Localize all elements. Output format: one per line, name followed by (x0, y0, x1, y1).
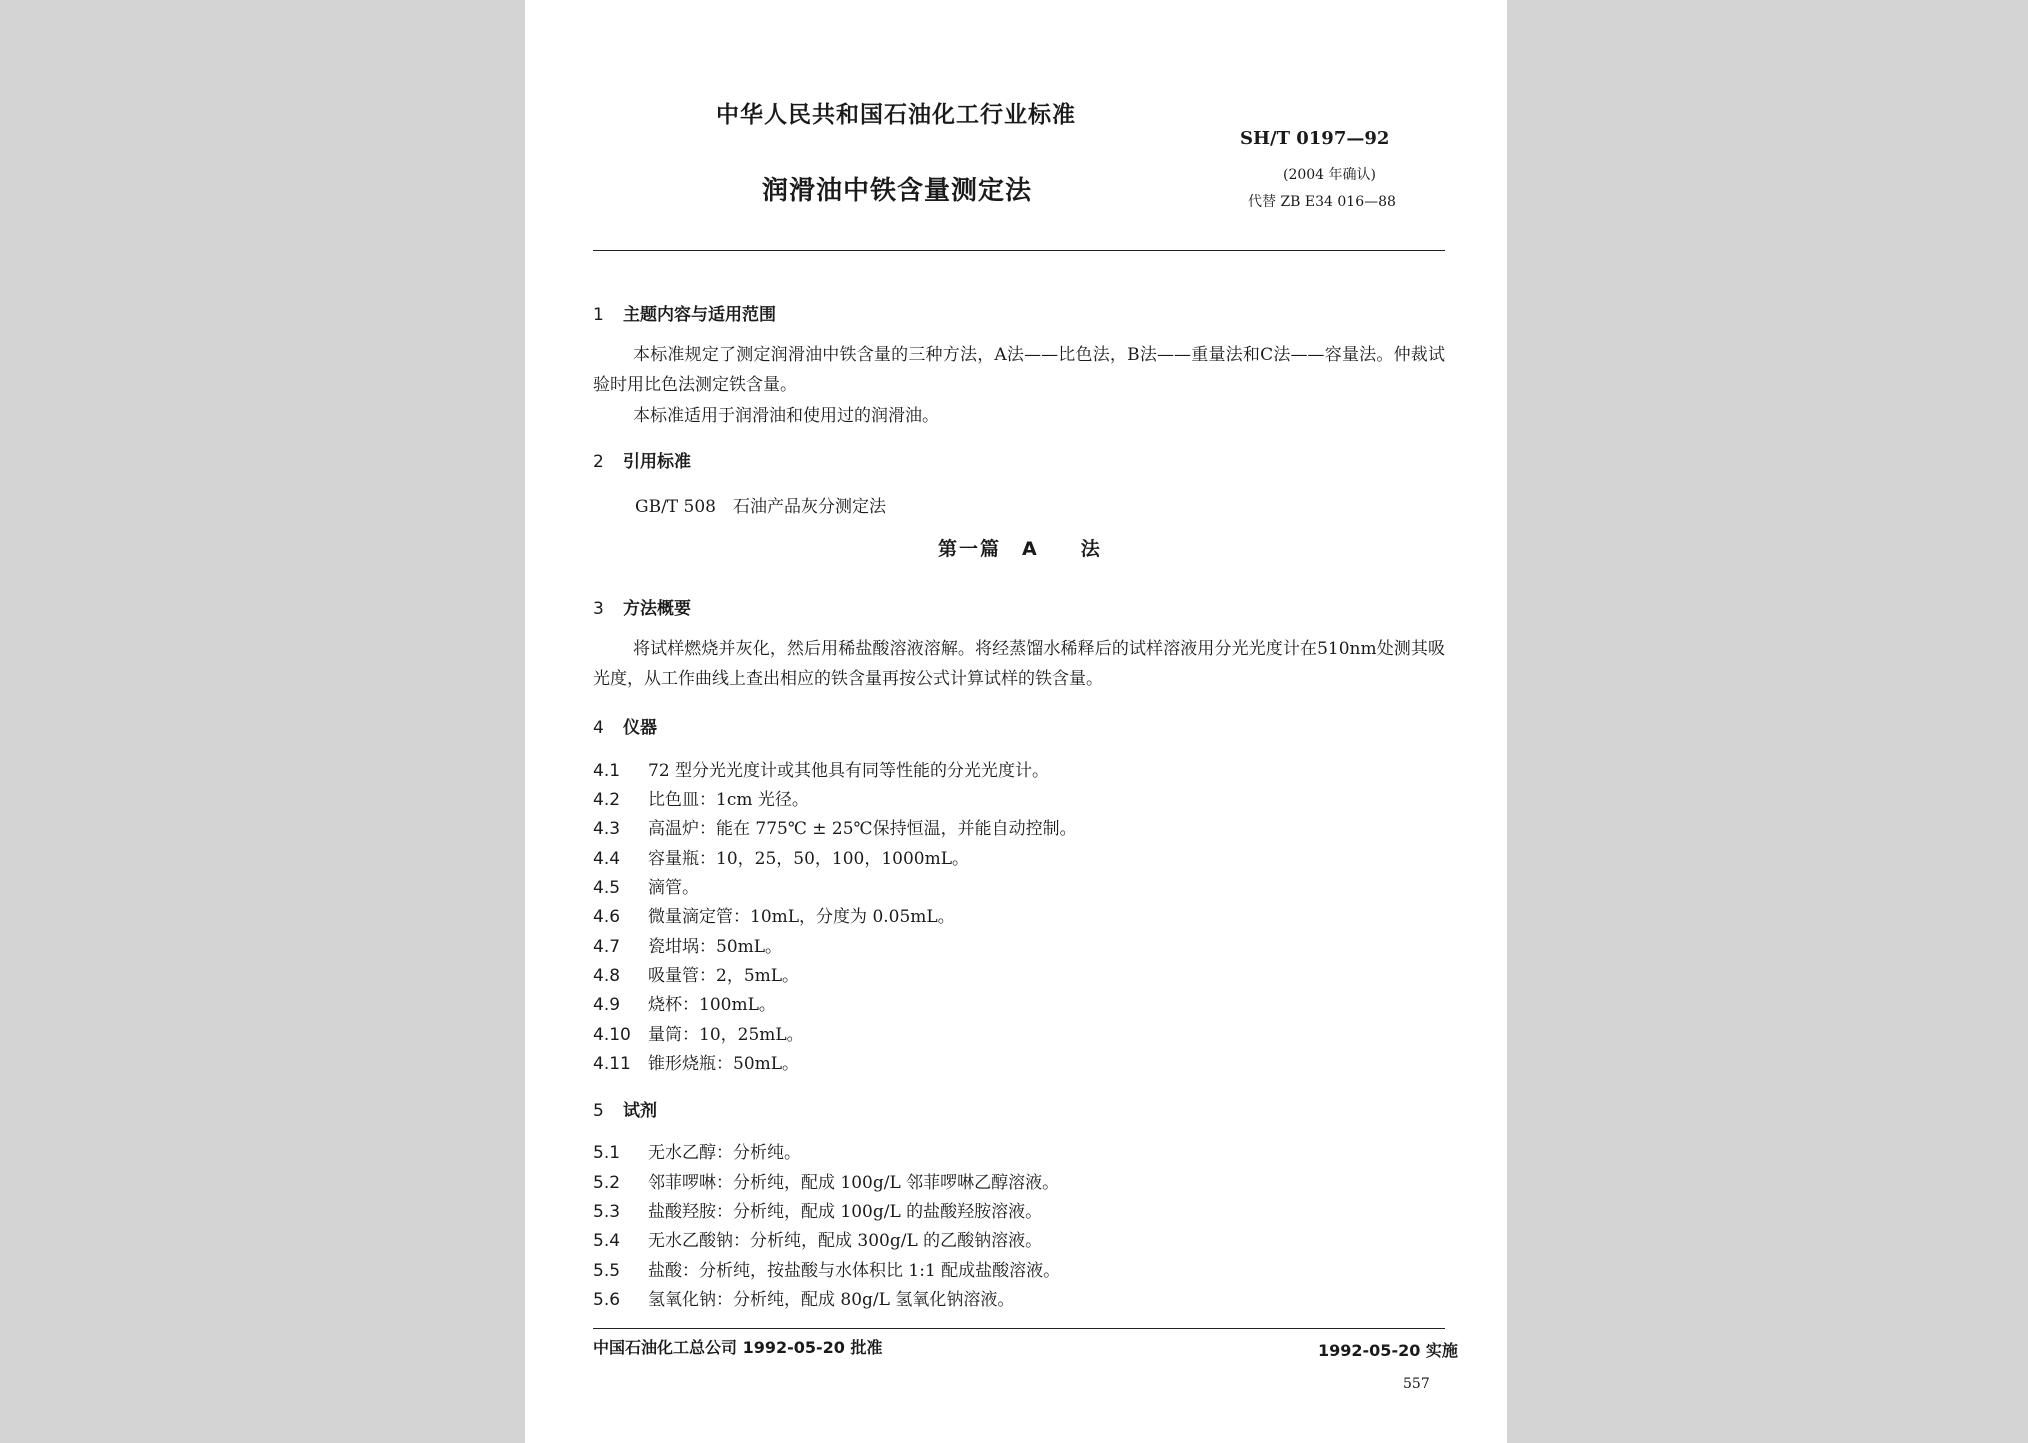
item-number: 4.1 (593, 761, 621, 781)
list-item (593, 844, 969, 869)
list-item (593, 756, 1049, 781)
document-title: 润滑油中铁含量测定法 (762, 176, 1033, 206)
item-number: 4.6 (593, 907, 621, 927)
section-1-paragraph-1: 本标准规定了测定润滑油中铁含量的三种方法，A法——比色法，B法——重量法和C法——容量法。仲裁试验时用比色法测定铁含量。 (593, 345, 1445, 395)
item-text: 比色皿：1cm 光径。 (648, 790, 809, 810)
section-number: 2 (593, 452, 604, 472)
section-number: 1 (593, 305, 604, 325)
item-text: 微量滴定管：10mL，分度为 0.05mL。 (648, 907, 955, 927)
item-text: 氢氧化钠：分析纯，配成 80g/L 氢氧化钠溶液。 (648, 1290, 1015, 1310)
section-2-heading (593, 447, 691, 472)
section-number: 4 (593, 718, 604, 738)
section-title: 试剂 (623, 1101, 657, 1121)
part-title: 第一篇 A 法 (938, 538, 1102, 560)
item-number: 4.8 (593, 966, 621, 986)
item-text: 量筒：10，25mL。 (648, 1025, 804, 1045)
item-number: 4.11 (593, 1054, 631, 1074)
item-number: 5.4 (593, 1231, 621, 1251)
list-item (593, 1138, 801, 1163)
approval-note: 中国石油化工总公司 1992-05-20 批准 (593, 1338, 883, 1357)
section-title: 仪器 (623, 718, 657, 738)
list-item (593, 902, 955, 927)
item-number: 5.6 (593, 1290, 621, 1310)
list-item (593, 1197, 1042, 1222)
item-number: 5.5 (593, 1261, 621, 1281)
header-divider (593, 250, 1445, 251)
replace-note: 代替 ZB E34 016—88 (1248, 194, 1396, 210)
item-text: 盐酸羟胺：分析纯，配成 100g/L 的盐酸羟胺溶液。 (648, 1202, 1043, 1222)
item-number: 4.2 (593, 790, 621, 810)
item-text: 吸量管：2，5mL。 (648, 966, 800, 986)
item-number: 4.9 (593, 995, 621, 1015)
item-text: 无水乙醇：分析纯。 (648, 1143, 801, 1163)
item-number: 4.10 (593, 1025, 631, 1045)
item-text: 72 型分光光度计或其他具有同等性能的分光光度计。 (648, 761, 1050, 781)
item-text: 高温炉：能在 775℃ ± 25℃保持恒温，并能自动控制。 (648, 819, 1077, 839)
section-title: 方法概要 (623, 599, 691, 619)
list-item (593, 1256, 1060, 1281)
list-item (593, 1285, 1014, 1310)
item-text: 盐酸：分析纯，按盐酸与水体积比 1:1 配成盐酸溶液。 (648, 1261, 1061, 1281)
org-title: 中华人民共和国石油化工行业标准 (716, 102, 1076, 128)
section-number: 5 (593, 1101, 604, 1121)
item-text: 瓷坩埚：50mL。 (648, 937, 783, 957)
list-item (593, 961, 799, 986)
item-text: 滴管。 (648, 878, 699, 898)
item-number: 4.5 (593, 878, 621, 898)
item-number: 5.1 (593, 1143, 621, 1163)
confirm-note: (2004 年确认) (1283, 167, 1377, 183)
list-item (593, 814, 1077, 839)
section-1-paragraph-2: 本标准适用于润滑油和使用过的润滑油。 (633, 406, 939, 426)
section-5-heading (593, 1096, 657, 1121)
list-item (593, 785, 809, 810)
item-number: 5.2 (593, 1173, 621, 1193)
list-item (593, 1020, 804, 1045)
item-text: 无水乙酸钠：分析纯，配成 300g/L 的乙酸钠溶液。 (648, 1231, 1043, 1251)
standard-code-text: SH/T 0197—92 (1240, 128, 1390, 149)
item-number: 4.3 (593, 819, 621, 839)
list-item (593, 1049, 799, 1074)
list-item (593, 1168, 1059, 1193)
page-number: 557 (1403, 1376, 1430, 1392)
section-1-heading (593, 300, 776, 325)
standard-code (1240, 128, 1389, 149)
section-title: 主题内容与适用范围 (623, 305, 776, 325)
list-item (593, 990, 776, 1015)
section-3-heading (593, 594, 691, 619)
item-text: 邻菲啰啉：分析纯，配成 100g/L 邻菲啰啉乙醇溶液。 (648, 1173, 1060, 1193)
item-text: 容量瓶：10，25，50，100，1000mL。 (648, 849, 970, 869)
section-3-paragraph: 将试样燃烧并灰化，然后用稀盐酸溶液溶解。将经蒸馏水稀释后的试样溶液用分光光度计在510nm处测其吸光度，从工作曲线上查出相应的铁含量再按公式计算试样的铁含量。 (593, 639, 1445, 689)
item-number: 4.7 (593, 937, 621, 957)
reference-standard: GB/T 508 石油产品灰分测定法 (635, 497, 886, 517)
section-4-heading (593, 713, 657, 738)
list-item (593, 932, 782, 957)
section-number: 3 (593, 599, 604, 619)
section-title: 引用标准 (623, 452, 691, 472)
implementation-note: 1992-05-20 实施 (1318, 1341, 1458, 1360)
footer-divider (593, 1328, 1445, 1329)
item-number: 4.4 (593, 849, 621, 869)
item-text: 烧杯：100mL。 (648, 995, 776, 1015)
item-text: 锥形烧瓶：50mL。 (648, 1054, 800, 1074)
document-page (525, 0, 1507, 1443)
list-item (593, 873, 699, 898)
list-item (593, 1226, 1042, 1251)
item-number: 5.3 (593, 1202, 621, 1222)
